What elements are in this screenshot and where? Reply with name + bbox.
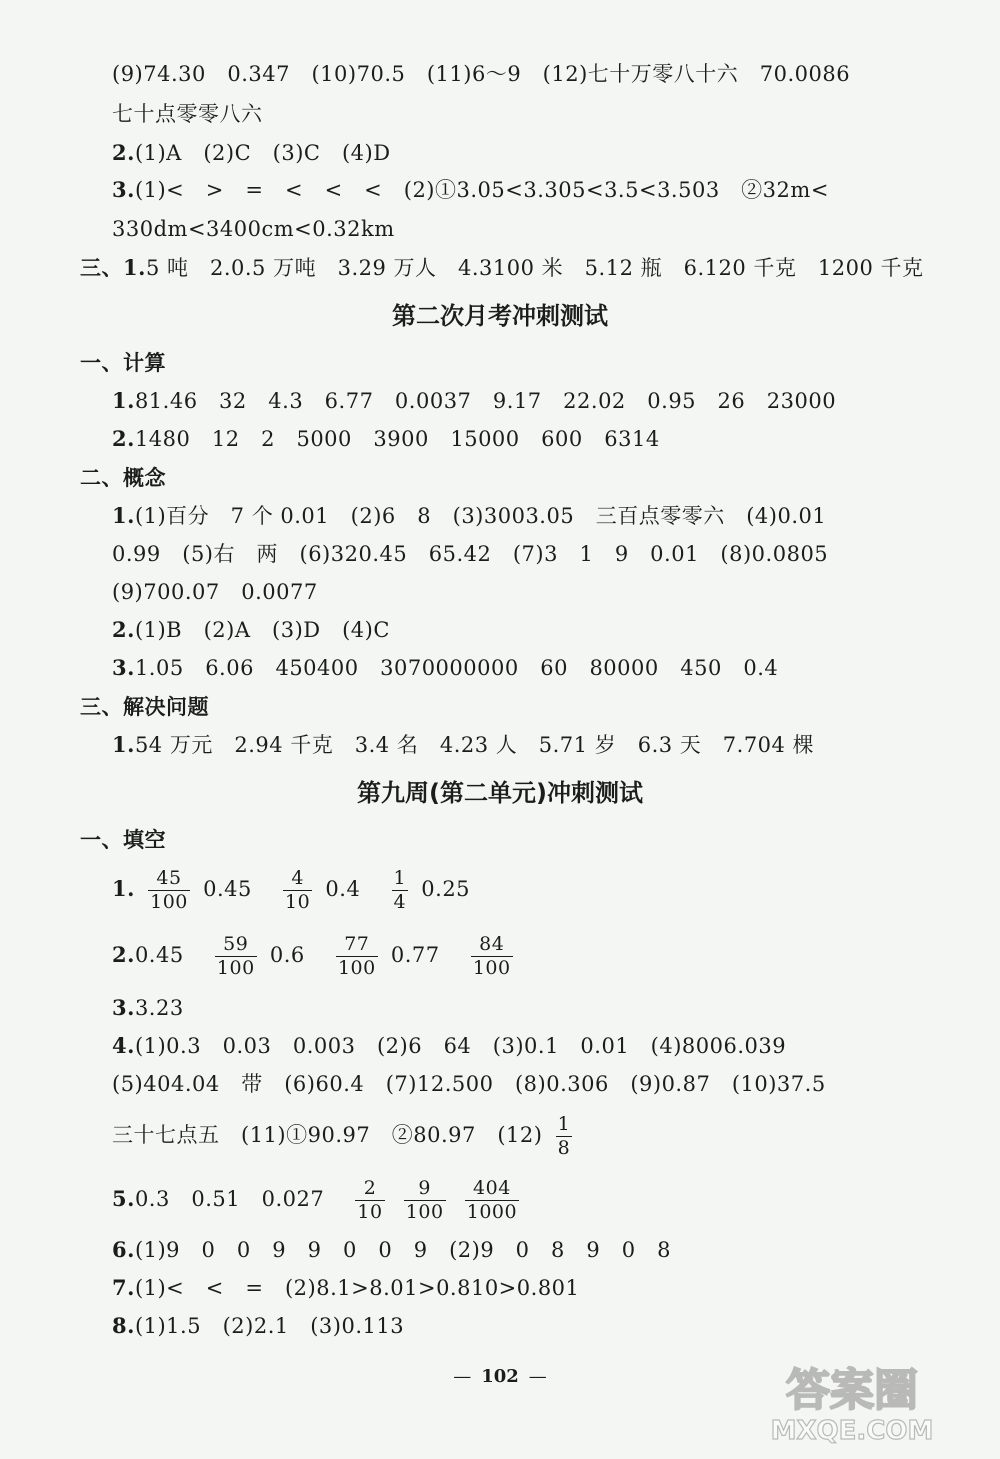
answer-line: [112, 502, 826, 530]
answer-line: (5)404.04 带 (6)60.4 (7)12.500 (8)0.306 (9)0.87 (10)37.5: [112, 1072, 826, 1096]
question-number: 3.: [112, 655, 135, 680]
section-title: 第二次月考冲刺测试: [392, 302, 608, 330]
page-number: 102: [481, 1366, 519, 1387]
answer-line: 330dm<3400cm<0.32km: [112, 217, 395, 241]
answer-text: (1)0.3 0.03 0.003 (2)6 64 (3)0.1 0.01 (4)8006.039: [134, 1034, 787, 1058]
fraction: $\frac{1}{8}$: [557, 1113, 571, 1159]
answer-text: (1)1.5 (2)2.1 (3)0.113: [134, 1314, 405, 1338]
answer-line: [112, 616, 390, 644]
fraction: $\frac{77}{100}$: [337, 933, 376, 979]
question-number: 7.: [112, 1275, 135, 1300]
answer-line: [112, 425, 660, 453]
section-heading: 一、填空: [80, 827, 166, 852]
footer-dash: —: [528, 1366, 547, 1387]
answer-text: (1)< < = (2)8.1>8.01>0.810>0.801: [134, 1276, 580, 1300]
answer-line: (9)74.30 0.347 (10)70.5 (11)6～9 (12)七十万零八十六 70.0086: [112, 62, 851, 86]
answer-line: 0.99 (5)右 两 (6)320.45 65.42 (7)3 1 9 0.01 (8)0.0805: [112, 542, 829, 566]
watermark-title: 答案圈: [786, 1365, 918, 1416]
answer-line: 5.0.3 0.51 0.027 $\frac{2}{10}$ $\frac{9}{100}$ $\frac{404}{1000}$: [112, 1177, 518, 1223]
answer-text: 1480 12 2 5000 3900 15000 600 6314: [134, 427, 660, 451]
answer-text: 3.23: [134, 996, 184, 1020]
answer-line: [112, 654, 778, 682]
question-number: 3.: [112, 995, 135, 1020]
answer-line: [112, 387, 836, 415]
answer-text: (1)< > = < < < (2)①3.05<3.305<3.5<3.503 ②32m<: [134, 178, 829, 202]
fraction: $\frac{4}{10}$: [285, 867, 311, 913]
fraction: $\frac{45}{100}$: [150, 867, 188, 913]
answer-text: (1)百分 7 个 0.01 (2)6 8 (3)3003.05 三百点零零六 (4)0.01: [134, 504, 827, 528]
question-number: 8.: [112, 1313, 135, 1338]
question-number: 3.: [112, 177, 135, 202]
answer-line: [112, 1312, 404, 1340]
fraction: $\frac{59}{100}$: [216, 933, 255, 979]
answer-text: 三十七点五 (11)①90.97 ②80.97 (12): [112, 1123, 543, 1147]
fraction: $\frac{404}{1000}$: [466, 1177, 518, 1223]
answer-text: 5 吨 2.0.5 万吨 3.29 万人 4.3100 米 5.12 瓶 6.120 千克 1200 千克: [145, 256, 924, 280]
question-number: 1.: [123, 255, 146, 280]
answer-line: [112, 176, 829, 204]
question-number: 1.: [112, 732, 135, 757]
answer-line: 1. $\frac{45}{100}$ 0.45 $\frac{4}{10}$ 0.4 $\frac{1}{4}$ 0.25: [112, 867, 471, 913]
answer-text: (1)A (2)C (3)C (4)D: [134, 141, 391, 165]
answer-line: (9)700.07 0.0077: [112, 580, 318, 604]
watermark-url: MXQE.COM: [770, 1416, 934, 1445]
question-number: 5.: [112, 1186, 135, 1211]
answer-text: (1)9 0 0 9 9 0 0 9 (2)9 0 8 9 0 8: [134, 1238, 671, 1262]
answer-line: [112, 1274, 579, 1302]
watermark-logo: [722, 1353, 982, 1445]
fraction: $\frac{2}{10}$: [357, 1177, 383, 1223]
section-heading: 二、概念: [80, 465, 166, 490]
section-heading: 一、计算: [80, 350, 166, 375]
answer-text: 54 万元 2.94 千克 3.4 名 4.23 人 5.71 岁 6.3 天 7.704 棵: [134, 733, 815, 757]
answer-text: (1)B (2)A (3)D (4)C: [134, 618, 390, 642]
question-number: 4.: [112, 1033, 135, 1058]
answer-text: 1.05 6.06 450400 3070000000 60 80000 450 0.4: [134, 656, 779, 680]
answer-line: [112, 1236, 671, 1264]
answer-text: 81.46 32 4.3 6.77 0.0037 9.17 22.02 0.95 26 23000: [134, 389, 837, 413]
section-heading: 三、解决问题: [80, 694, 209, 719]
question-number: 1.: [112, 388, 135, 413]
question-number: 6.: [112, 1237, 135, 1262]
question-number: 2.: [112, 140, 135, 165]
fraction: $\frac{1}{4}$: [393, 867, 407, 913]
answer-line: [112, 1032, 786, 1060]
question-number: 2.: [112, 617, 135, 642]
section-title: 第九周(第二单元)冲刺测试: [357, 779, 643, 807]
answer-line: 2.0.45 $\frac{59}{100}$ 0.6 $\frac{77}{100}$ 0.77 $\frac{84}{100}$: [112, 933, 511, 979]
answer-line: [112, 731, 814, 759]
fraction: $\frac{9}{100}$: [405, 1177, 444, 1223]
answer-line: [112, 139, 391, 167]
question-number: 2.: [112, 942, 135, 967]
fraction: $\frac{84}{100}$: [472, 933, 511, 979]
footer-dash: —: [453, 1366, 472, 1387]
answer-line: [112, 1108, 578, 1162]
question-number: 1.: [112, 876, 135, 901]
question-number: 1.: [112, 503, 135, 528]
question-number: 2.: [112, 426, 135, 451]
answer-line: [112, 994, 184, 1022]
answer-line: 七十点零零八六: [112, 102, 263, 126]
answer-line: [80, 254, 924, 282]
section-heading: 三、: [80, 255, 123, 280]
